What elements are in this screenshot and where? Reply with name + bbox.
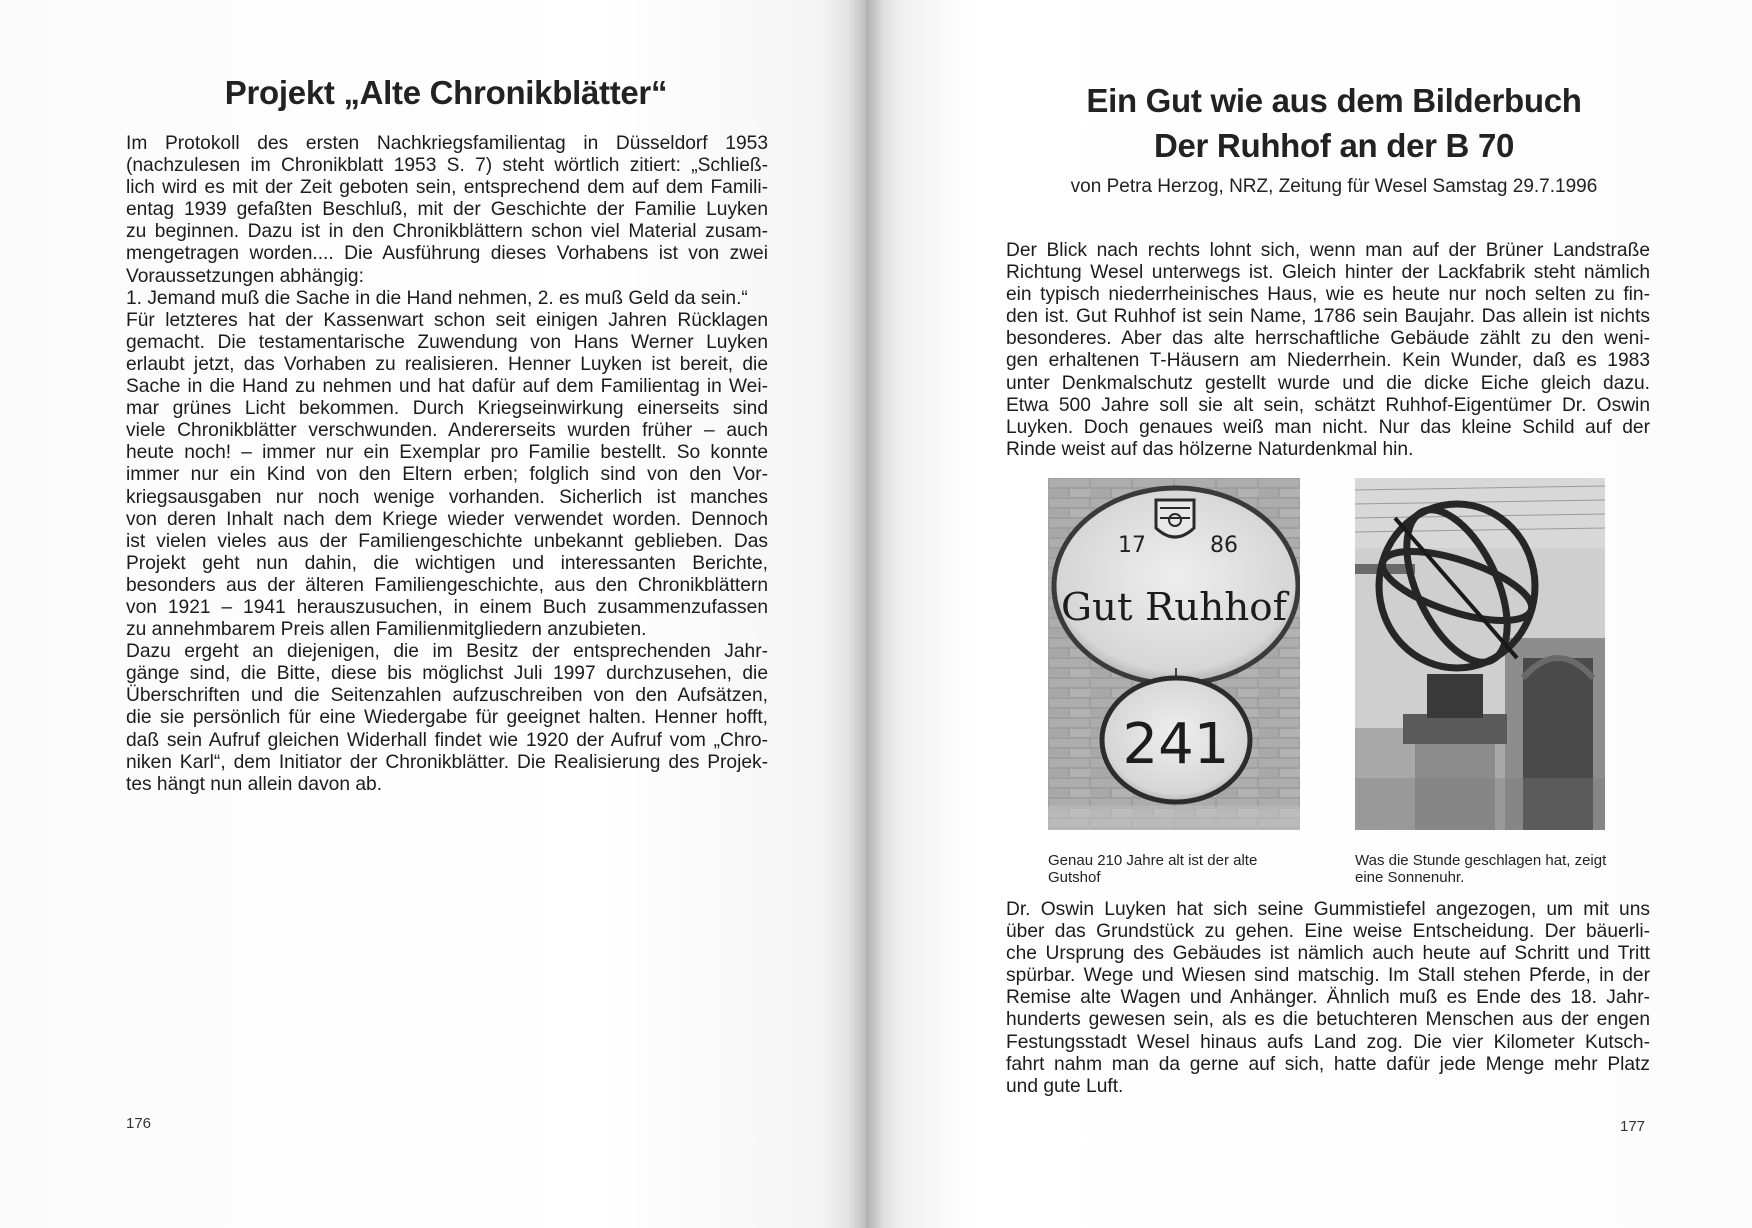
text-line: den ist. Gut Ruhhof ist sein Name, 1786 sein Baujahr. Das allein ist nichts — [1006, 306, 1650, 328]
text-line: besonderes. Aber das alte herrschaftliche Gebäude zählt zu den weni- — [1006, 328, 1650, 350]
house-sign-image — [1048, 478, 1300, 830]
text-line: die sie persönlich für eine Wiedergabe für geeignet halten. Henner hofft, — [126, 707, 768, 729]
text-line: Überschriften und die Seitenzahlen aufzuschreiben von den Aufsätzen, — [126, 685, 768, 707]
text-line: Für letzteres hat der Kassenwart schon seit einigen Jahren Rücklagen — [126, 309, 768, 331]
text-line: über das Grundstück zu gehen. Eine weise Entscheidung. Der bäuerli- — [1006, 921, 1650, 943]
left-page-title: Projekt „Alte Chronikblätter“ — [224, 74, 668, 111]
text-line: ein typisch niederrheinisches Haus, wie es heute nur noch selten zu fin- — [1006, 284, 1650, 306]
text-line: Luyken. Doch genaues weiß man nicht. Nur das kleine Schild auf der — [1006, 416, 1650, 438]
text-line: gemacht. Die testamentarische Zuwendung von Hans Werner Luyken — [126, 331, 768, 353]
photo-caption-left: Genau 210 Jahre alt ist der alte Gutshof — [1048, 852, 1258, 886]
text-line: Etwa 500 Jahre soll sie alt sein, schätzt Ruhhof-Eigentümer Dr. Oswin — [1006, 394, 1650, 416]
photo-caption-right: Was die Stunde geschlagen hat, zeigt eine Sonnenuhr. — [1355, 852, 1607, 886]
text-line: erlaubt jetzt, das Vorhaben zu realisieren. Henner Luyken ist bereit, die — [126, 353, 768, 375]
text-line: ist vielen vieles aus der Familiengeschichte unbekannt geblieben. Das — [126, 530, 768, 552]
text-line: fahrt nahm man da gerne auf sich, hatte dafür jede Menge mehr Platz — [1006, 1053, 1650, 1075]
text-line: daß sein Aufruf gleichen Widerhall findet wie 1920 der Aufruf vom „Chro- — [126, 729, 768, 751]
sundial-image — [1355, 478, 1605, 830]
right-title-line-2: Der Ruhhof an der B 70 — [1153, 127, 1515, 164]
text-line: gen erhaltenen T-Häusern am Niederrhein. Kein Wunder, daß es 1983 — [1006, 350, 1650, 372]
article-byline: von Petra Herzog, NRZ, Zeitung für Wesel Samstag 29.7.1996 — [1070, 176, 1598, 197]
sign-year-right: 86 — [1210, 533, 1238, 558]
text-line: unter Denkmalschutz gestellt wurde und die dicke Eiche gleich dazu. — [1006, 372, 1650, 394]
sign-number: 241 — [1122, 712, 1230, 777]
text-line: zu annehmbarem Preis allen Familienmitgliedern anzubieten. — [126, 619, 647, 641]
text-line: Im Protokoll des ersten Nachkriegsfamilientag in Düsseldorf 1953 — [126, 133, 768, 154]
text-line: tes hängt nun allein davon ab. — [126, 773, 383, 795]
text-line: che Ursprung des Gebäudes ist nämlich auch heute auf Schritt und Tritt — [1006, 943, 1650, 965]
left-page — [0, 0, 866, 1228]
text-line: Sache in die Hand zu nehmen und hat dafür auf dem Familientag in Wei- — [126, 376, 768, 398]
text-line: (nachzulesen im Chronikblatt 1953 S. 7) steht wörtlich zitiert: „Schließ- — [126, 155, 768, 177]
text-line: kriegsausgaben nur noch wenige vorhanden. Sicherlich ist manches — [126, 486, 768, 508]
page-number-right: 177 — [1620, 1118, 1646, 1135]
right-page-title — [1004, 78, 1664, 168]
text-line: Festungsstadt Wesel hinaus aufs Land zog. Die vier Kilometer Kutsch- — [1006, 1031, 1650, 1053]
text-line: Dr. Oswin Luyken hat sich seine Gummistiefel angezogen, um mit uns — [1006, 899, 1650, 920]
text-line: Der Blick nach rechts lohnt sich, wenn man auf der Brüner Landstraße — [1006, 240, 1650, 261]
text-line: viele Chronikblätter verschwunden. Andererseits wurden früher – auch — [126, 420, 768, 442]
coat-of-arms-icon — [1156, 500, 1194, 537]
text-line: von 1921 – 1941 herauszusuchen, in einem Buch zusammenzufassen — [126, 596, 768, 618]
text-line: mar grünes Licht bekommen. Durch Kriegseinwirkung einerseits sind — [126, 398, 768, 420]
text-line: Projekt geht nun dahin, die wichtigen und interessanten Berichte, — [126, 552, 768, 574]
text-line: niken Karl“, dem Initiator der Chronikblätter. Die Realisierung des Projek- — [126, 751, 768, 773]
right-title-line-1: Ein Gut wie aus dem Bilderbuch — [1086, 82, 1582, 119]
sign-name: Gut Ruhhof — [1061, 585, 1290, 629]
photo-sundial — [1355, 478, 1605, 830]
text-line: lich wird es mit der Zeit geboten sein, entsprechend dem auf dem Famili- — [126, 177, 768, 199]
text-line: immer nur ein Kind von den Eltern erben; folglich sind von den Vor- — [126, 464, 768, 486]
text-line: Richtung Wesel unterwegs ist. Gleich hinter der Lackfabrik steht nämlich — [1006, 262, 1650, 284]
text-line: und gute Luft. — [1006, 1075, 1124, 1097]
text-line: gänge sind, die Bitte, diese bis möglichst Juli 1997 durchzusehen, die — [126, 663, 768, 685]
left-page-body — [126, 133, 768, 796]
text-line: Remise alte Wagen und Anhänger. Ähnlich muß es Ende des 18. Jahr- — [1006, 987, 1650, 1009]
right-page-body-top — [1006, 240, 1650, 461]
text-line: mengetragen worden.... Die Ausführung dieses Vorhabens ist von zwei — [126, 243, 768, 265]
text-line: hunderts gewesen sein, als es die betuchteren Menschen aus der engen — [1006, 1009, 1650, 1031]
text-line: zu beginnen. Dazu ist in den Chronikblättern schon viel Material zusam- — [126, 221, 768, 243]
right-page-body-bottom — [1006, 899, 1650, 1098]
text-line: besonders aus der älteren Familiengeschichte, aus den Chronikblättern — [126, 574, 768, 596]
photo-house-sign — [1048, 478, 1300, 830]
text-line: spürbar. Wege und Wiesen sind matschig. Im Stall stehen Pferde, in der — [1006, 965, 1650, 987]
text-line: Rinde weist auf das hölzerne Naturdenkmal hin. — [1006, 438, 1414, 460]
text-line: Dazu ergeht an diejenigen, die im Besitz der entsprechenden Jahr- — [126, 641, 768, 663]
page-number-left: 176 — [126, 1115, 152, 1132]
sign-year-left: 17 — [1118, 533, 1146, 558]
text-line: entag 1939 gefaßten Beschluß, mit der Geschichte der Familie Luyken — [126, 199, 768, 221]
text-line: von deren Inhalt nach dem Kriege wieder verwendet worden. Dennoch — [126, 508, 768, 530]
text-line: heute noch! – immer nur ein Exemplar pro Familie bestellt. So konnte — [126, 442, 768, 464]
text-line: 1. Jemand muß die Sache in die Hand nehmen, 2. es muß Geld da sein.“ — [126, 287, 748, 309]
text-line: Voraussetzungen abhängig: — [126, 265, 364, 287]
